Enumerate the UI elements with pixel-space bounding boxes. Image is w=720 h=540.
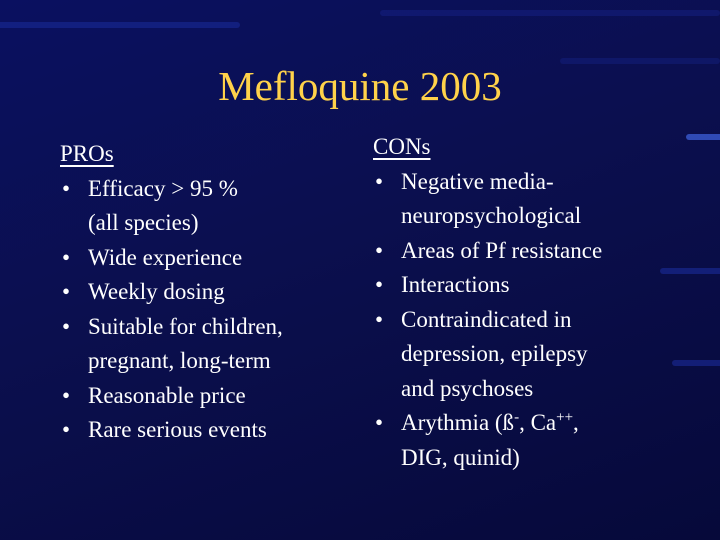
list-item xyxy=(373,165,693,234)
list-item xyxy=(60,310,360,379)
list-item-line: Interactions xyxy=(401,272,510,297)
list-item-line: Efficacy > 95 % xyxy=(88,175,238,201)
list-item xyxy=(60,241,360,276)
bullet-icon: • xyxy=(62,313,71,339)
bullet-icon: • xyxy=(375,168,384,194)
list-item-line: Negative media- xyxy=(401,168,554,194)
bullet-icon: • xyxy=(375,410,384,435)
bullet-icon: • xyxy=(62,175,71,201)
list-item-line: Reasonable price xyxy=(88,382,246,408)
list-item xyxy=(60,379,360,414)
list-item xyxy=(373,234,693,269)
list-item xyxy=(60,413,360,448)
cons-list xyxy=(373,165,693,476)
bullet-icon: • xyxy=(375,272,384,297)
bullet-icon: • xyxy=(62,382,71,408)
bullet-icon: • xyxy=(62,279,71,304)
list-item-line: neuropsychological xyxy=(401,203,582,228)
background-streak xyxy=(380,10,720,16)
list-item-line: Weekly dosing xyxy=(88,279,225,304)
list-item-text: , xyxy=(573,410,579,435)
background-streak xyxy=(0,22,240,28)
bullet-icon: • xyxy=(375,306,384,332)
cons-heading: CONs xyxy=(373,134,431,159)
list-item xyxy=(373,406,693,475)
list-item-line: (all species) xyxy=(88,210,199,235)
list-item-line: Areas of Pf resistance xyxy=(401,237,603,263)
list-item xyxy=(373,303,693,407)
pros-column xyxy=(60,137,360,448)
pros-heading: PROs xyxy=(60,141,114,166)
background-streak xyxy=(560,58,720,64)
slide-title: Mefloquine 2003 xyxy=(218,63,502,109)
list-item-line: depression, epilepsy xyxy=(401,341,588,366)
list-item-text: , Ca xyxy=(519,410,557,435)
superscript: - xyxy=(514,409,520,426)
list-item-line: and psychoses xyxy=(401,375,534,401)
bullet-icon: • xyxy=(375,237,384,263)
list-item xyxy=(60,172,360,241)
list-item-line: pregnant, long-term xyxy=(88,348,271,373)
pros-list xyxy=(60,172,360,448)
cons-column xyxy=(373,130,693,475)
list-item-text: Arythmia (ß xyxy=(401,410,515,435)
list-item-line: Wide experience xyxy=(88,244,243,270)
list-item-line: Suitable for children, xyxy=(88,313,283,339)
list-item xyxy=(373,268,693,303)
list-item-line: Contraindicated in xyxy=(401,306,572,332)
list-item-line: Rare serious events xyxy=(88,417,267,442)
bullet-icon: • xyxy=(62,244,71,270)
list-item xyxy=(60,275,360,310)
list-item-line: DIG, quinid) xyxy=(401,444,520,470)
list-item-line xyxy=(401,406,693,441)
superscript: ++ xyxy=(556,409,574,426)
bullet-icon: • xyxy=(62,417,71,442)
